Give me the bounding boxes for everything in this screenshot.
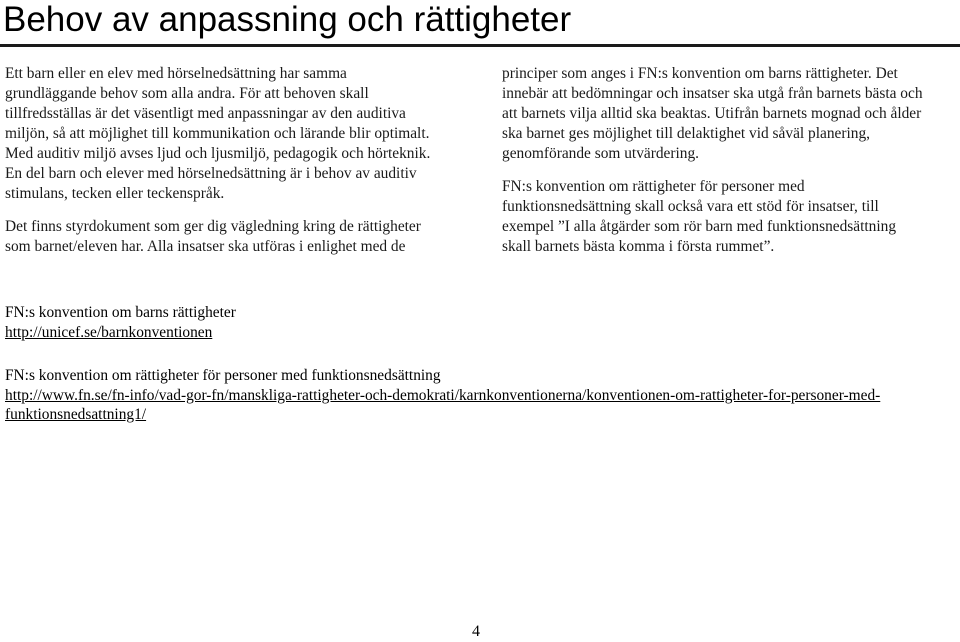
reference-label: FN:s konvention om rättigheter för personer med funktionsnedsättning bbox=[5, 367, 441, 384]
text-line: Det finns styrdokument som ger dig vägledning kring de rättigheter bbox=[5, 218, 421, 235]
link-line[interactable]: funktionsnedsattning1/ bbox=[5, 406, 147, 423]
text-line: skall barnets bästa komma i första rummet”. bbox=[502, 238, 775, 255]
reference-label: FN:s konvention om barns rättigheter bbox=[5, 304, 236, 321]
left-column bbox=[5, 64, 460, 257]
page-title: Behov av anpassning och rättigheter bbox=[3, 0, 572, 39]
text-line: exempel ”I alla åtgärder som rör barn med funktionsnedsättning bbox=[502, 218, 897, 235]
text-line: tillfredsställas är det väsentligt med anpassningar av den auditiva bbox=[5, 105, 406, 122]
text-line: funktionsnedsättning skall också vara ett stöd för insatser, till bbox=[502, 198, 879, 215]
text-line: innebär att bedömningar och insatser ska utgå från barnets bästa och bbox=[502, 85, 923, 102]
text-line: miljön, så att möjlighet till kommunikation och lärande blir optimalt. bbox=[5, 125, 430, 142]
right-paragraph-2 bbox=[502, 177, 954, 257]
text-line: principer som anges i FN:s konvention om barns rättigheter. Det bbox=[502, 65, 898, 82]
text-line: grundläggande behov som alla andra. För att behoven skall bbox=[5, 85, 369, 102]
right-paragraph-1 bbox=[502, 64, 954, 164]
text-line: ska barnet ges möjlighet till delaktighet vid såväl planering, bbox=[502, 125, 870, 142]
fn-link[interactable] bbox=[5, 387, 880, 424]
left-paragraph-2 bbox=[5, 217, 460, 257]
page-number: 4 bbox=[472, 623, 480, 640]
left-paragraph-1 bbox=[5, 64, 460, 204]
text-line: genomförande som utvärdering. bbox=[502, 145, 700, 162]
text-line: En del barn och elever med hörselnedsättning är i behov av auditiv bbox=[5, 165, 417, 182]
unicef-link[interactable]: http://unicef.se/barnkonventionen bbox=[5, 323, 213, 341]
reference-funktionsnedsattning bbox=[5, 366, 945, 425]
text-line: Med auditiv miljö avses ljud och ljusmiljö, pedagogik och hörteknik. bbox=[5, 145, 431, 162]
title-divider bbox=[0, 44, 960, 47]
text-line: Ett barn eller en elev med hörselnedsättning har samma bbox=[5, 65, 347, 82]
text-line: stimulans, tecken eller teckenspråk. bbox=[5, 185, 225, 202]
references bbox=[5, 303, 945, 425]
reference-barnkonventionen bbox=[5, 303, 945, 342]
link-line[interactable]: http://www.fn.se/fn-info/vad-gor-fn/manskliga-rattigheter-och-demokrati/karnkonventionerna/konventionen-om-rattigheter-for-personer-med- bbox=[5, 386, 881, 404]
right-column bbox=[502, 64, 954, 257]
text-line: som barnet/eleven har. Alla insatser ska utföras i enlighet med de bbox=[5, 238, 406, 255]
text-line: att barnets vilja alltid ska beaktas. Utifrån barnets mognad och ålder bbox=[502, 105, 922, 122]
text-line: FN:s konvention om rättigheter för personer med bbox=[502, 178, 805, 195]
